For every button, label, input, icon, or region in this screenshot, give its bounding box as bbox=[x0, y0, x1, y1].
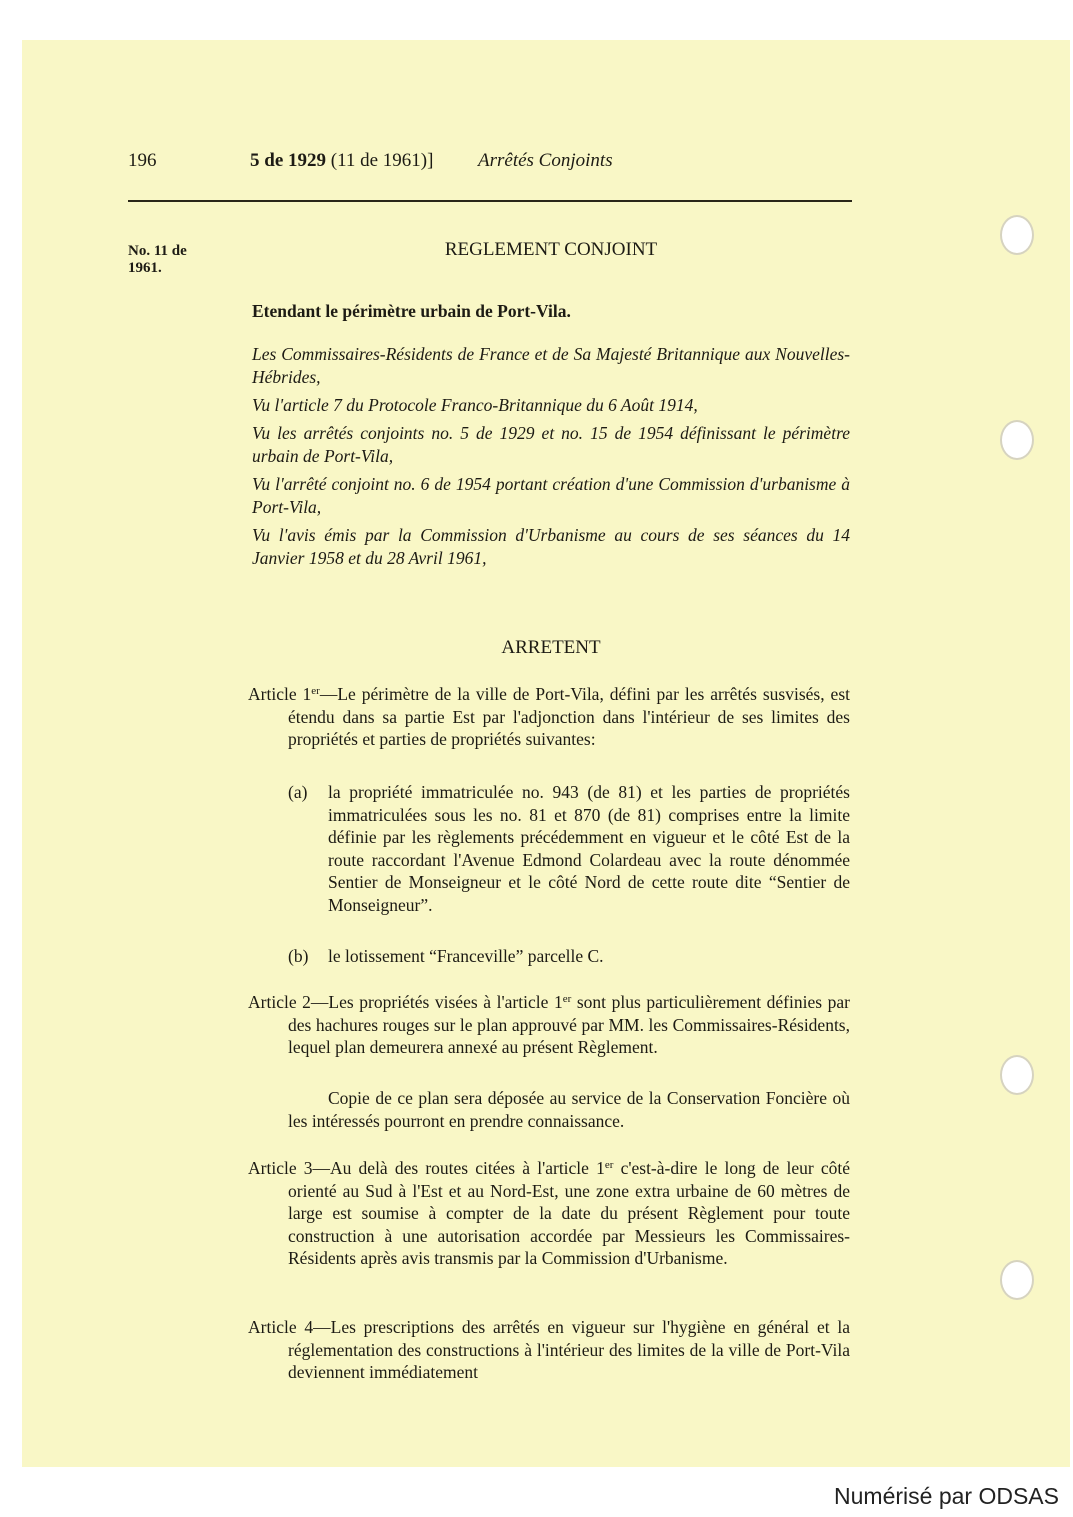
binder-hole bbox=[1000, 1055, 1034, 1095]
article-4: Article 4—Les prescriptions des arrêtés en vigueur sur l'hygiène en général et la réglementation des constructions à l'intérieur des limites de la ville de Port-Vila deviennent immédiatement bbox=[248, 1317, 850, 1382]
article-2-paragraph-2: Copie de ce plan sera déposée au service de la Conservation Foncière où les intéressés pourront en prendre connaissance. bbox=[288, 1088, 850, 1131]
preamble-paragraph: Les Commissaires-Résidents de France et de Sa Majesté Britannique aux Nouvelles-Hébrides, bbox=[252, 344, 850, 387]
header-reference: 5 de 1929 (11 de 1961)] bbox=[250, 150, 434, 171]
preamble-paragraph: Vu l'arrêté conjoint no. 6 de 1954 portant création d'une Commission d'urbanisme à Port-Vila, bbox=[252, 474, 850, 517]
digitization-stamp: Numérisé par ODSAS bbox=[834, 1483, 1059, 1509]
margin-note: No. 11 de 1961. bbox=[128, 243, 187, 276]
preamble-paragraph: Vu l'avis émis par la Commission d'Urbanisme au cours de ses séances du 14 Janvier 1958 et du 28 Avril 1961, bbox=[252, 525, 850, 568]
header-rule bbox=[128, 200, 852, 202]
article-1: Article 1er—Le périmètre de la ville de Port-Vila, défini par les arrêtés susvisés, est étendu dans sa partie Est par l'adjonction dans l'intérieur de ses limites des propriétés et parties de propriétés suivantes: bbox=[248, 684, 850, 749]
preamble-paragraph: Vu l'article 7 du Protocole Franco-Britannique du 6 Août 1914, bbox=[252, 395, 698, 415]
page-number: 196 bbox=[128, 150, 157, 171]
binder-hole bbox=[1000, 215, 1034, 255]
document-subtitle: Etendant le périmètre urbain de Port-Vila. bbox=[252, 301, 571, 321]
article-2: Article 2—Les propriétés visées à l'article 1er sont plus particulièrement définies par des hachures rouges sur le plan approuvé par MM. les Commissaires-Résidents, lequel plan demeurera annexé au présent Règlement. bbox=[248, 992, 850, 1057]
binder-hole bbox=[1000, 420, 1034, 460]
article-3: Article 3—Au delà des routes citées à l'article 1er c'est-à-dire le long de leur côté orienté au Sud à l'Est et au Nord-Est, une zone extra urbaine de 60 mètres de large est soumise à compter de la date du présent Règlement pour toute construction à une autorisation accordée par Messieurs les Commissaires-Résidents après avis transmis par la Commission d'Urbanisme. bbox=[248, 1158, 850, 1268]
binder-hole bbox=[1000, 1260, 1034, 1300]
header-title: Arrêtés Conjoints bbox=[478, 150, 613, 171]
arretent-heading: ARRETENT bbox=[501, 637, 601, 658]
document-heading: REGLEMENT CONJOINT bbox=[444, 239, 658, 260]
preamble-paragraph: Vu les arrêtés conjoints no. 5 de 1929 et no. 15 de 1954 définissant le périmètre urbain de Port-Vila, bbox=[252, 423, 850, 466]
